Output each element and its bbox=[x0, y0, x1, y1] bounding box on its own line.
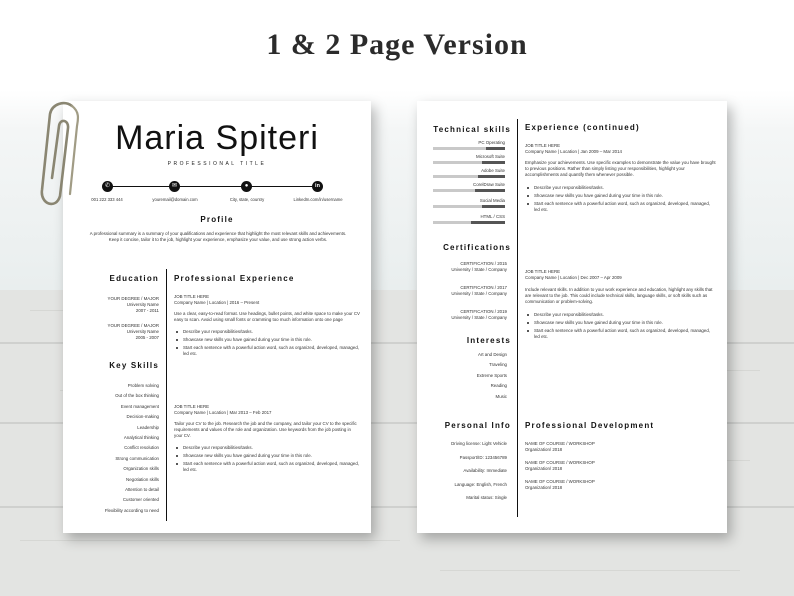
certification-entry: CERTIFICATION / 2015 University / State / Company bbox=[451, 261, 507, 272]
location-icon: ● bbox=[241, 181, 252, 192]
experience-continued-heading: Experience (continued) bbox=[525, 123, 640, 132]
personal-info-heading: Personal Info bbox=[444, 421, 511, 430]
interest-item: Music bbox=[495, 393, 507, 399]
skill-item: Flexibility according to need bbox=[104, 507, 159, 513]
personal-info-item: Passport/ID: 123456789 bbox=[459, 454, 507, 460]
resume-page-1 bbox=[63, 101, 371, 533]
key-skills-list bbox=[67, 381, 159, 516]
skill-item: Attention to detail bbox=[125, 487, 159, 493]
experience-heading: Professional Experience bbox=[174, 274, 295, 283]
job-entry: JOB TITLE HERE Company Name | Location | Mar 2013 – Feb 2017 Tailor your CV to the job. Research the job and the company, and tailor your CV to the specific requirements and values of the role and organization. Use keywords from the job posting in your CV. Describe your responsibilities/tasks. Showcase new skills you have gained during your time in this role. Start each sentence with a powerful action word, such as organized, developed, managed, led etc. bbox=[174, 404, 359, 472]
key-skills-heading: Key Skills bbox=[109, 361, 159, 370]
certification-entry: CERTIFICATION / 2019 University / State / Company bbox=[451, 309, 507, 320]
tech-skill-label: Adobe Suite bbox=[481, 168, 505, 173]
personal-info-item: Language: English, French bbox=[454, 481, 507, 487]
skill-item: Strong communication bbox=[115, 455, 159, 461]
personal-info-item: Driving license: Light Vehicle bbox=[451, 441, 507, 446]
interests-heading: Interests bbox=[466, 336, 511, 345]
column-divider bbox=[517, 119, 518, 517]
course-entry: NAME OF COURSE / WORKSHOP Organization/ 2018 bbox=[525, 460, 595, 471]
education-entry: YOUR DEGREE / MAJOR University Name 2007 - 2011 bbox=[107, 296, 159, 313]
tech-skill-bar bbox=[433, 161, 505, 164]
profile-heading: Profile bbox=[200, 215, 234, 224]
page-headline: 1 & 2 Page Version bbox=[266, 28, 528, 61]
tech-skill-fill bbox=[482, 205, 505, 208]
professional-development-heading: Professional Development bbox=[525, 421, 655, 430]
job-entry: JOB TITLE HERE Company Name | Location | Jan 2009 – Mar 2014 Emphasize your achievements. Use specific examples to demonstrate the value you have brought to previous positions. Rather than simply listing your responsibilities, highlight your accomplishments and quantify them whenever possible. Describe your responsibilities/tasks. Showcase new skills you have gained during your time in this role. Start each sentence with a powerful action word, such as organized, developed, managed, led etc. bbox=[525, 143, 716, 212]
tech-skill-bar bbox=[433, 205, 505, 208]
skill-item: Conflict resolution bbox=[124, 445, 159, 451]
job-entry: JOB TITLE HERE Company Name | Location | Dec 2007 – Apr 2009 Include relevant skills. In addition to your work experience and education, highlight any skills that are relevant to the job. This could include technical skills, language skills, or soft skills such as communication or problem-solving. Describe your responsibilities/tasks. Showcase new skills you have gained during your time in this role. Start each sentence with a powerful action word, such as organized, developed, managed, led etc. bbox=[525, 269, 717, 342]
phone-icon: ✆ bbox=[102, 181, 113, 192]
interests-list bbox=[421, 350, 507, 402]
candidate-name: Maria Spiteri bbox=[115, 119, 319, 157]
skill-item: Analytical thinking bbox=[123, 435, 159, 441]
personal-info-list bbox=[421, 437, 507, 505]
mail-icon: ✉ bbox=[169, 181, 180, 192]
skill-item: Organization skills bbox=[123, 466, 159, 472]
skill-item: Decision-making bbox=[126, 414, 159, 420]
tech-skill-fill bbox=[471, 221, 505, 224]
skill-item: Customer oriented bbox=[122, 497, 159, 503]
contact-linkedin: LinkedIn.com/in/username bbox=[293, 197, 343, 202]
professional-title: PROFESSIONAL TITLE bbox=[167, 161, 267, 167]
contact-location: City, state, country bbox=[229, 197, 265, 202]
linkedin-icon: in bbox=[312, 181, 323, 192]
resume-page-2 bbox=[417, 101, 727, 533]
tech-skill-bar bbox=[433, 147, 505, 150]
tech-skill-bar bbox=[433, 221, 505, 224]
contact-divider bbox=[107, 186, 319, 187]
profile-text: A professional summary is a summary of your qualifications and experience that highlight the most relevant skills and achievements. Keep it concise, tailor it to the job, highlight your experience, emphasize your value, and use strong action verbs. bbox=[89, 231, 347, 242]
course-entry: NAME OF COURSE / WORKSHOP Organization/ 2018 bbox=[525, 441, 595, 452]
certification-entry: CERTIFICATION / 2017 University / State / Company bbox=[451, 285, 507, 296]
education-entry: YOUR DEGREE / MAJOR University Name 2005 - 2007 bbox=[107, 323, 159, 340]
tech-skill-label: Social Media bbox=[479, 198, 505, 203]
contact-email: youremail@domain.com bbox=[152, 197, 198, 202]
paperclip-icon bbox=[38, 98, 98, 228]
tech-skill-bar bbox=[433, 175, 505, 178]
tech-skill-label: HTML / CSS bbox=[480, 214, 505, 219]
certifications-heading: Certifications bbox=[443, 243, 511, 252]
tech-skill-label: CorelDraw Suite bbox=[473, 182, 505, 187]
interest-item: Art and Design bbox=[477, 352, 507, 357]
tech-skill-fill bbox=[478, 175, 505, 178]
interest-item: Extreme Sports bbox=[476, 372, 507, 378]
tech-skill-fill bbox=[475, 189, 505, 192]
personal-info-item: Marital status: Single bbox=[466, 495, 507, 500]
contact-phone: 001 222 333 444 bbox=[91, 197, 123, 202]
interest-item: Traveling bbox=[489, 362, 507, 368]
skill-item: Event management bbox=[120, 403, 159, 409]
job-entry: JOB TITLE HERE Company Name | Location | 2016 – Present Use a clear, easy-to-read format. Use headings, bullet points, and white space to make your CV easy to scan. Avoid using small fonts or cramming too much information onto one page Describe your responsibilities/tasks. Showcase new skills you have gained during your time in this role. Start each sentence with a powerful action word, such as organized, developed, managed, led etc. bbox=[174, 294, 360, 356]
tech-skill-label: PC Operating bbox=[478, 140, 505, 145]
course-entry: NAME OF COURSE / WORKSHOP Organization/ 2018 bbox=[525, 479, 595, 490]
education-heading: Education bbox=[109, 274, 159, 283]
technical-skills-heading: Technical skills bbox=[433, 125, 511, 134]
technical-skills-list bbox=[417, 101, 517, 241]
skill-item: Leadership bbox=[137, 424, 159, 430]
skill-item: Problem solving bbox=[127, 383, 159, 388]
tech-skill-label: Microsoft Suite bbox=[475, 154, 505, 159]
tech-skill-fill bbox=[486, 147, 505, 150]
skill-item: Negotiation skills bbox=[126, 476, 159, 482]
interest-item: Reading bbox=[490, 383, 507, 389]
personal-info-item: Availability: Immediate bbox=[463, 468, 507, 473]
skill-item: Out of the box thinking bbox=[115, 393, 159, 399]
tech-skill-fill bbox=[482, 161, 505, 164]
column-divider bbox=[166, 269, 167, 521]
tech-skill-bar bbox=[433, 189, 505, 192]
